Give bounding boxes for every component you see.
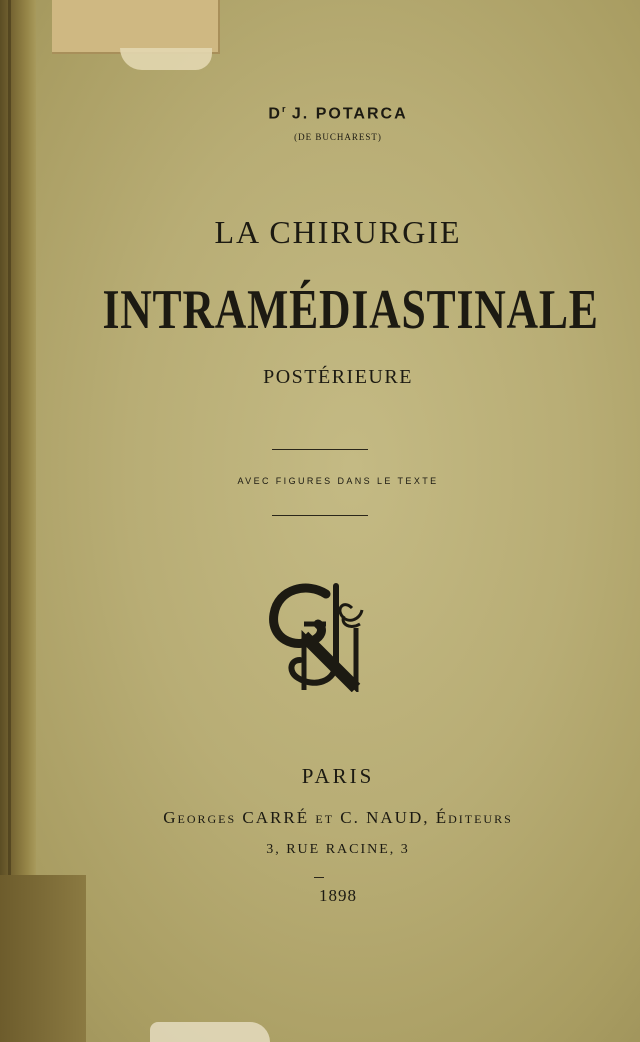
imprint-city: PARIS [301, 764, 375, 788]
divider-rule-top [272, 449, 368, 450]
author-prefix-sup: r [281, 104, 286, 114]
title-line-2: INTRAMÉDIASTINALE [102, 279, 599, 341]
imprint-address: 3, RUE RACINE, 3 [266, 842, 410, 857]
figures-note: AVEC FIGURES DANS LE TEXTE [237, 476, 439, 486]
author-line [36, 104, 640, 123]
title-line-3: POSTÉRIEURE [263, 366, 413, 388]
author-name: J. POTARCA [291, 105, 408, 123]
torn-paper-bottom [150, 1022, 270, 1042]
imprint-dash [314, 877, 324, 878]
torn-label-top [52, 0, 220, 54]
divider-rule-bottom [272, 515, 368, 516]
torn-paper-tab [120, 48, 212, 70]
imprint-year: 1898 [319, 886, 357, 905]
author-prefix: D [268, 105, 282, 123]
imprint-publisher: Georges CARRÉ et C. NAUD, Éditeurs [163, 808, 513, 827]
interlaced-monogram-icon [264, 580, 374, 692]
author-origin: (DE BUCHAREST) [294, 132, 382, 142]
title-line-1: LA CHIRURGIE [214, 214, 462, 250]
